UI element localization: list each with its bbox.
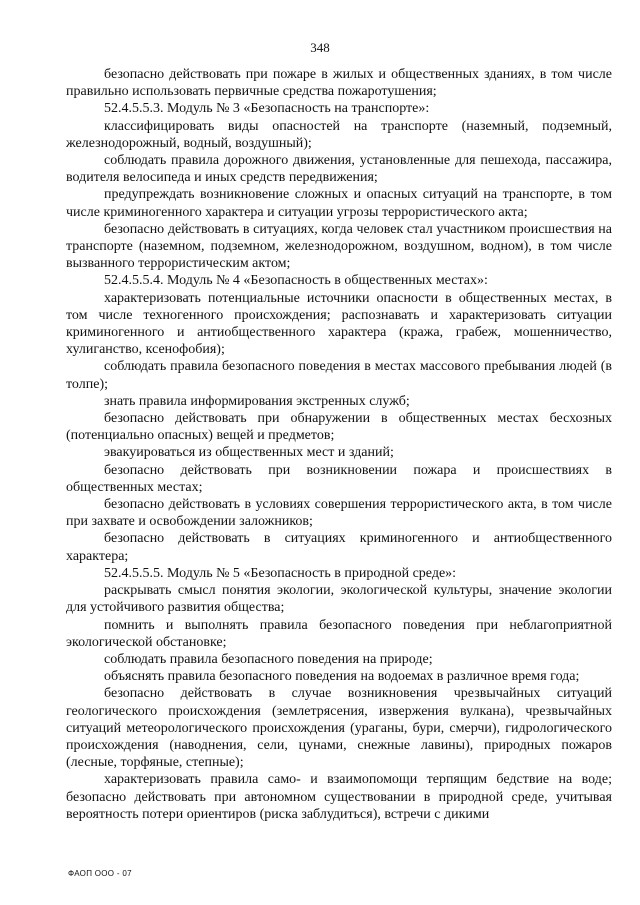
- module-heading: 52.4.5.5.3. Модуль № 3 «Безопасность на транспорте»:: [104, 101, 430, 117]
- paragraph: классифицировать виды опасностей на транспорте (наземный, подземный, железнодорожный, водный, воздушный);: [66, 118, 612, 151]
- page-number: 348: [310, 40, 330, 55]
- paragraph: характеризовать потенциальные источники опасности в общественных местах, в том числе техногенного происхождения; распознавать и характеризовать ситуации криминогенного и антиобщественного характера (кража, грабеж, мошенничество, хулиганство, ксенофобия);: [66, 290, 612, 358]
- paragraph: помнить и выполнять правила безопасного поведения при неблагоприятной экологической обстановке;: [66, 617, 612, 650]
- paragraph: объяснять правила безопасного поведения на водоемах в различное время года;: [104, 669, 580, 685]
- paragraph: безопасно действовать при возникновении пожара и происшествиях в общественных местах;: [66, 462, 612, 495]
- paragraph: безопасно действовать при обнаружении в общественных местах бесхозных (потенциально опасных) вещей и предметов;: [66, 411, 612, 444]
- module-heading: 52.4.5.5.4. Модуль № 4 «Безопасность в общественных местах»:: [104, 273, 488, 289]
- paragraph: знать правила информирования экстренных служб;: [104, 393, 410, 409]
- body-text: [66, 66, 612, 823]
- paragraph: предупреждать возникновение сложных и опасных ситуаций на транспорте, в том числе криминогенного характера и ситуации угрозы террористического акта;: [66, 187, 612, 220]
- paragraph: характеризовать правила само- и взаимопомощи терпящим бедствие на воде; безопасно действовать при автономном существовании в природной среде, учитывая вероятность потери ориентиров (риска заблудиться), встречи с дикими: [66, 772, 612, 822]
- paragraph: соблюдать правила безопасного поведения в местах массового пребывания людей (в толпе);: [66, 359, 612, 392]
- paragraph: безопасно действовать при пожаре в жилых и общественных зданиях, в том числе правильно использовать первичные средства пожаротушения;: [66, 67, 612, 100]
- paragraph: безопасно действовать в условиях совершения террористического акта, в том числе при захвате и освобождении заложников;: [66, 497, 612, 530]
- paragraph: раскрывать смысл понятия экологии, экологической культуры, значение экологии для устойчивого развития общества;: [66, 583, 612, 616]
- paragraph: безопасно действовать в ситуациях, когда человек стал участником происшествия на транспорте (наземном, подземном, железнодорожном, воздушном, водном), в том числе вызванного террористическим актом;: [66, 221, 612, 272]
- paragraph: соблюдать правила дорожного движения, установленные для пешехода, пассажира, водителя велосипеда и иных средств передвижения;: [66, 153, 612, 186]
- paragraph: эвакуироваться из общественных мест и зданий;: [104, 445, 394, 461]
- paragraph: безопасно действовать в случае возникновения чрезвычайных ситуаций геологического происхождения (землетрясения, извержения вулкана), чрезвычайных ситуаций метеорологического происхождения (ураганы, бури, смерчи), гидрологического происхождения (наводнения, сели, цунами, снежные лавины), природных пожаров (лесные, торфяные, степные);: [66, 686, 612, 771]
- module-heading: 52.4.5.5.5. Модуль № 5 «Безопасность в природной среде»:: [104, 565, 457, 581]
- paragraph: безопасно действовать в ситуациях криминогенного и антиобщественного характера;: [66, 531, 612, 564]
- footer-code: ФАОП ООО - 07: [68, 869, 132, 878]
- paragraph: соблюдать правила безопасного поведения на природе;: [104, 651, 433, 667]
